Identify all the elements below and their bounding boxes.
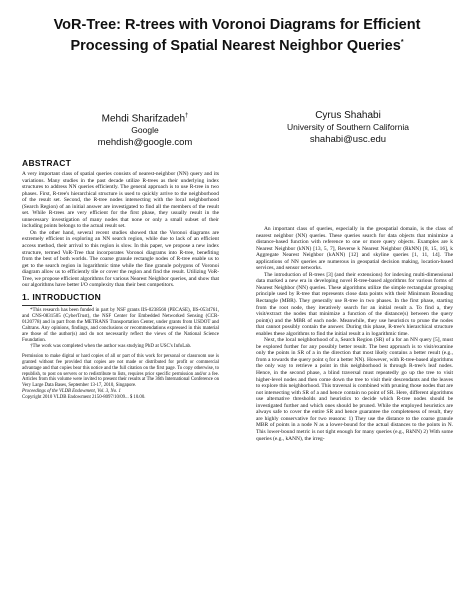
abstract-heading: ABSTRACT: [22, 158, 72, 168]
paper-title-text: VoR-Tree: R-trees with Voronoi Diagrams for Efficient Processing of Spatial Nearest Neighbor Queries: [53, 17, 421, 54]
author-email-2: shahabi@usc.edu: [309, 134, 387, 145]
author-footnote-mark: †: [185, 113, 189, 119]
intro-paragraph-2: The introduction of R-trees [3] (and their extensions) for indexing multi-dimensional data marked a new era in developing novel R-tree-based algorithms for various forms of Nearest Neighbor (NN) queries. These algorithms utilize the simple rectangular grouping principle used by R-tree that represents close data points with their Minimum Bounding Rectangle (MBR). They generally use R-tree in two phases. In the first phase, starting from the root node, they iteratively search for an initial result a. To find a, they visit/extract the nodes that minimize a function of the distance(s) between the query point(s) and the MBR of each node. Meanwhile, they use heuristics to prune the nodes that cannot possibly contain the answer. During this phase, R-tree's hierarchical structure enables these algorithms to find the initial result a in logarithmic time.: [256, 271, 453, 337]
abstract-paragraph-1: A very important class of spatial queries consists of nearest-neighbor (NN) query and its variations. Many studies in the past decade utilize R-trees as their underlying index structures to address NN queries efficiently. The general approach is to use R-tree in two phases. First, R-tree's hierarchical structure is used to quickly arrive to the neighborhood of the result set. Second, the R-tree nodes intersecting with the local neighborhood (Search Region) of an initial answer are investigated to find all the members of the result set. While R-trees are very efficient for the first phase, they usually result in the unnecessary investigation of many nodes that none or only a small subset of their including points belongs to the actual result set.: [22, 171, 219, 230]
author-affiliation-2: University of Southern California: [287, 122, 409, 132]
author-name-2: Cyrus Shahabi: [315, 110, 381, 121]
author-name-1: Mehdi Sharifzadeh†: [101, 113, 189, 125]
paper-title: [20, 17, 454, 55]
section-heading-introduction: 1. INTRODUCTION: [22, 291, 102, 302]
left-column: [22, 158, 219, 608]
author-block-2: [258, 110, 438, 146]
footnote-funding: *This research has been funded in part by NSF grants IIS-0238560 (PECASE), IIS-0534761, and CNS-0831505 (CyberTrust), the NSF Center for Embedded Networked Sensing (CCR-0120778) and in part from the METRANS Transportation Center, under grants from USDOT and Caltrans. Any opinions, findings, and conclusions or recommendations expressed in this material are those of the author(s) and do not necessarily reflect the views of the National Science Foundation.: [22, 307, 219, 343]
copyright-line: Copyright 2010 VLDB Endowment 2150-8097/10/09... $ 10.00.: [22, 395, 146, 401]
permission-text: Permission to make digital or hard copies of all or part of this work for personal or classroom use is granted without fee provided that copies are not made or distributed for profit or commercial advantage and that copies bear this notice and the full citation on the first page. To copy otherwise, to republish, to post on servers or to redistribute to lists, requires prior specific permission and/or a fee. Articles from this volume were invited to present their results at The 36th International Conference on Very Large Data Bases, September 13-17, 2010, Singapore.: [22, 353, 219, 389]
author-affiliation-1: Google: [131, 125, 159, 136]
intro-paragraph-1: An important class of queries, especially in the geospatial domain, is the class of nearest neighbor (NN) queries. These queries search for data objects that minimize a distance-based function with reference to one or more query objects. Examples are k Nearest Neighbor (kNN) [13, 5, 7], Reverse k Nearest Neighbor (RkNN) [8, 15, 16], k Aggregate Nearest Neighbor (kANN) [12] and skyline queries [1, 11, 14]. The applications of NN queries are numerous in geospatial decision making, location-based services, and sensor networks.: [256, 226, 453, 272]
permission-notice: [22, 354, 219, 401]
footnote-divider: [22, 305, 92, 306]
footnote-author: †The work was completed when the author was studying PhD at USC's InfoLab.: [30, 343, 192, 349]
intro-paragraph-3: Next, the local neighborhood of a, Search Region (SR) of a for an NN query [5], must be explored further for any possibly better result. The best approach is to visit/examine only the points in SR of a in the direction that most likely contains a better result (e.g., from a towards the query point q for a better NN). However, with R-tree-based algorithms the only way to retrieve a point in this neighborhood is through R-tree's leaf nodes. Hence, in the second phase, a blind traversal must repeatedly go up the tree to visit higher-level nodes and then come down the tree to visit their descendants and the leaves to explore this neighborhood. This traversal is combined with pruning those nodes that are not intersecting with SR of a and hence contain no point of SR. Here, different algorithms use alternative thresholds and heuristics to decide which R-tree nodes should be investigated further and which ones should be pruned. While the employed heuristics are always safe to cover the entire SR and hence guarantee the completeness of result, they are highly conservative for two reasons: 1) They use the distance to the coarse granule MBR of points in a node N as a lower-bound for the actual distances to the points in N. This lower-bound metric is not tight enough for many queries (e.g., RkNN) 2) With some queries (e.g., kANN), the irreg-: [256, 337, 453, 442]
abstract-paragraph-2: On the other hand, several recent studies showed that the Voronoi diagrams are extremely efficient in exploring an NN search region, while due to lack of an efficient access method, their arrival to this region is slow. In this paper, we propose a new index structure, termed VoR-Tree that incorporates Voronoi diagrams into R-tree, benefiting from the best of both worlds. The coarse granule rectangle nodes of R-tree enable us to get to the search region in logarithmic time while the fine granule polygons of Voronoi diagram allow us to efficiently tile or cover the region and find the result. Utilizing VoR-Tree, we propose efficient algorithms for various Nearest Neighbor queries, and show that our algorithms have better I/O complexity than their best competitors.: [22, 229, 219, 289]
author-email-1: mehdish@google.com: [97, 137, 193, 149]
title-footnote-mark: *: [400, 39, 404, 46]
right-column: [256, 226, 453, 611]
author-block-1: [55, 110, 235, 149]
proceedings-line: Proceedings of the VLDB Endowment, Vol. 3, No. 1: [22, 389, 121, 395]
